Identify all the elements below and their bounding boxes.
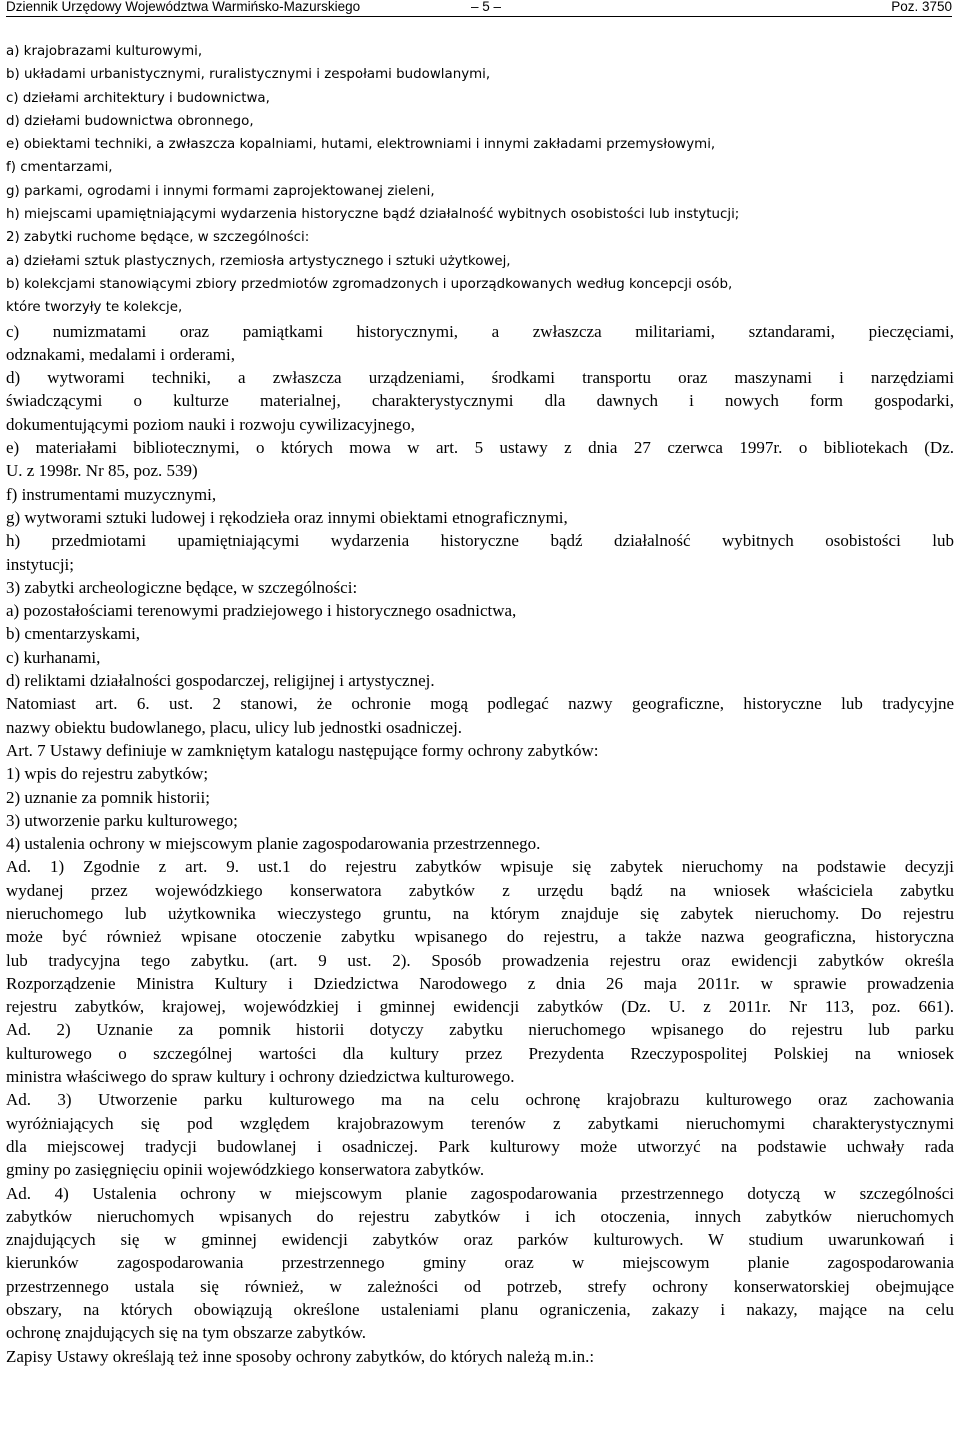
text-line: 1) wpis do rejestru zabytków; bbox=[6, 764, 209, 784]
text-line: Ad. 4) Ustalenia ochrony w miejscowym planie zagospodarowania przestrzennego dotyczą w szczególności bbox=[6, 1183, 954, 1203]
text-line: Natomiast art. 6. ust. 2 stanowi, że ochronie mogą podlegać nazwy geograficzne, historyczne lub tradycyjne bbox=[6, 694, 954, 714]
text-line: znajdujących się w gminnej ewidencji zabytków oraz parków kulturowych. W studium uwarunkowań i bbox=[6, 1230, 954, 1250]
text-line: świadczącymi o kulturze materialnej, charakterystycznymi dla dawnych i nowych form gospodarki, bbox=[6, 391, 954, 411]
text-line: b) układami urbanistycznymi, ruralistycznymi i zespołami budowlanymi, bbox=[6, 67, 491, 83]
text-line: f) cmentarzami, bbox=[6, 160, 113, 176]
page-number: – 5 – bbox=[471, 0, 502, 14]
text-line: c) numizmatami oraz pamiątkami historycznymi, a zwłaszcza militariami, sztandarami, pieczęciami, bbox=[6, 321, 954, 341]
text-line: Art. 7 Ustawy definiuje w zamkniętym katalogu następujące formy ochrony zabytków: bbox=[6, 740, 599, 760]
text-line: lub tradycyjna tego zabytku. (art. 9 ust. 2). Sposób prowadzenia rejestru oraz ewidencji zabytków określa bbox=[6, 950, 954, 970]
text-line: gminy po zasięgnięciu opinii wojewódzkiego konserwatora zabytków. bbox=[6, 1160, 485, 1180]
text-line: może być również wpisane otoczenie zabytku wpisanego do rejestru, a także nazwa geograficzna, historyczna bbox=[6, 927, 954, 947]
text-line: c) dziełami architektury i budownictwa, bbox=[6, 90, 270, 106]
text-line: a) pozostałościami terenowymi pradziejowego i historycznego osadnictwa, bbox=[6, 601, 517, 621]
text-line: Zapisy Ustawy określają też inne sposoby ochrony zabytków, do których należą m.in.: bbox=[6, 1346, 595, 1366]
text-line: nieruchomego lub użytkownika wieczystego gruntu, na którym znajduje się zabytek nieruchomy. Do rejestru bbox=[6, 903, 954, 923]
text-line: e) materiałami bibliotecznymi, o których mowa w art. 5 ustawy z dnia 27 czerwca 1997r. o bibliotekach (Dz. bbox=[6, 438, 954, 458]
text-line: dla miejscowej tradycji budowlanej i osadniczej. Park kulturowy może utworzyć na podstawie uchwały rada bbox=[6, 1136, 954, 1156]
text-line: g) wytworami sztuki ludowej i rękodzieła oraz innymi obiektami etnograficznymi, bbox=[6, 507, 568, 527]
text-line: kulturowego o szczególnej wartości dla kultury przez Prezydenta Rzeczypospolitej Polskiej na wniosek bbox=[6, 1043, 954, 1063]
text-line: e) obiektami techniki, a zwłaszcza kopalniami, hutami, elektrowniami i innymi zakładami przemysłowymi, bbox=[6, 137, 716, 153]
text-line: zabytków nieruchomych wpisanych do rejestru zabytków i ich otoczenia, innych zabytków nieruchomych bbox=[6, 1206, 954, 1226]
position-number: Poz. 3750 bbox=[891, 0, 952, 14]
text-line: 3) utworzenie parku kulturowego; bbox=[6, 810, 238, 830]
text-line: odznakami, medalami i orderami, bbox=[6, 344, 235, 364]
text-line: d) dziełami budownictwa obronnego, bbox=[6, 113, 254, 129]
text-line: Ad. 3) Utworzenie parku kulturowego ma na celu ochronę krajobrazu kulturowego oraz zachowania bbox=[6, 1090, 954, 1110]
text-line: które tworzyły te kolekcje, bbox=[6, 300, 183, 316]
text-line: 4) ustalenia ochrony w miejscowym planie zagospodarowania przestrzennego. bbox=[6, 834, 541, 854]
text-line: c) kurhanami, bbox=[6, 647, 101, 667]
text-line: f) instrumentami muzycznymi, bbox=[6, 484, 217, 504]
text-line: d) reliktami działalności gospodarczej, religijnej i artystycznej. bbox=[6, 671, 435, 691]
text-line: 3) zabytki archeologiczne będące, w szczególności: bbox=[6, 577, 358, 597]
text-line: 2) uznanie za pomnik historii; bbox=[6, 787, 210, 807]
text-line: 2) zabytki ruchome będące, w szczególności: bbox=[6, 230, 310, 246]
text-line: wydanej przez wojewódzkiego konserwatora zabytków z urzędu bądź na wniosek właściciela zabytku bbox=[6, 880, 954, 900]
text-line: nazwy obiektu budowlanego, placu, ulicy lub jednostki osadniczej. bbox=[6, 717, 463, 737]
text-line: ochronę znajdujących się na tym obszarze zabytków. bbox=[6, 1323, 366, 1343]
text-line: wyróżniających się pod względem krajobrazowym terenów z zabytkami nieruchomymi charakterystycznymi bbox=[6, 1113, 954, 1133]
text-line: Ad. 2) Uznanie za pomnik historii dotyczy zabytku nieruchomego wpisanego do rejestru lub parku bbox=[6, 1020, 954, 1040]
page-header bbox=[6, 0, 952, 17]
text-line: ministra właściwego do spraw kultury i ochrony dziedzictwa kulturowego. bbox=[6, 1067, 515, 1087]
text-line: U. z 1998r. Nr 85, poz. 539) bbox=[6, 461, 198, 481]
text-line: Rozporządzenie Ministra Kultury i Dziedzictwa Narodowego z dnia 26 maja 2011r. w sprawie prowadzenia bbox=[6, 973, 954, 993]
text-line: Ad. 1) Zgodnie z art. 9. ust.1 do rejestru zabytków wpisuje się zabytek nieruchomy na podstawie decyzji bbox=[6, 857, 954, 877]
journal-title: Dziennik Urzędowy Województwa Warmińsko-Mazurskiego bbox=[6, 0, 361, 14]
text-line: b) cmentarzyskami, bbox=[6, 624, 141, 644]
text-line: d) wytworami techniki, a zwłaszcza urządzeniami, środkami transportu oraz maszynami i narzędziami bbox=[6, 368, 954, 388]
text-line: g) parkami, ogrodami i innymi formami zaprojektowanej zieleni, bbox=[6, 183, 435, 199]
text-line: h) miejscami upamiętniającymi wydarzenia historyczne bądź działalność wybitnych osobistości lub instytucji; bbox=[6, 207, 740, 223]
text-line: rejestru zabytków, krajowej, wojewódzkiej i gminnej ewidencji zabytków (Dz. U. z 2011r. Nr 113, poz. 661). bbox=[6, 997, 954, 1017]
text-line: dokumentującymi poziom nauki i rozwoju cywilizacyjnego, bbox=[6, 414, 415, 434]
document-body bbox=[6, 40, 954, 1368]
text-line: h) przedmiotami upamiętniającymi wydarzenia historyczne bądź działalność wybitnych osobistości lub bbox=[6, 531, 954, 551]
text-line: instytucji; bbox=[6, 554, 74, 574]
text-line: a) dziełami sztuk plastycznych, rzemiosła artystycznego i sztuki użytkowej, bbox=[6, 253, 511, 269]
text-line: przestrzennego ustala się również, w zależności od potrzeb, strefy ochrony konserwatorskiej obejmujące bbox=[6, 1276, 954, 1296]
text-line: kierunków zagospodarowania przestrzennego gminy oraz w miejscowym planie zagospodarowania bbox=[6, 1253, 954, 1273]
text-line: b) kolekcjami stanowiącymi zbiory przedmiotów zgromadzonych i uporządkowanych według koncepcji osób, bbox=[6, 276, 733, 292]
text-line: a) krajobrazami kulturowymi, bbox=[6, 44, 203, 59]
text-line: obszary, na których obowiązują określone ustaleniami planu ograniczenia, zakazy i nakazy, mające na celu bbox=[6, 1300, 954, 1320]
